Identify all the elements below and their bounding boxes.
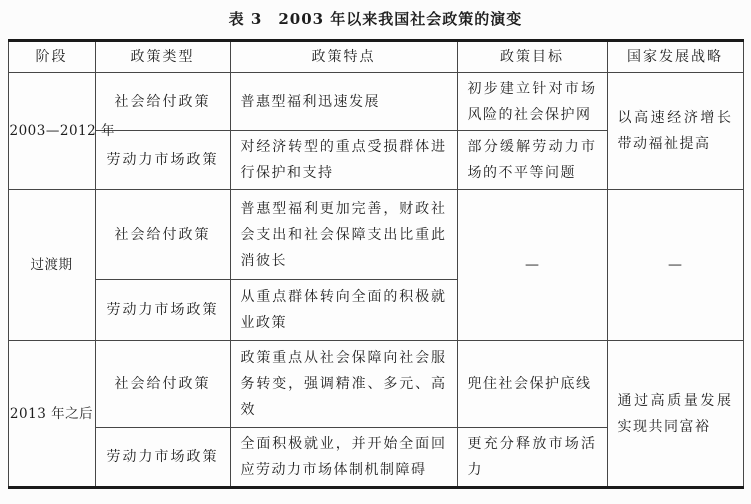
table-row — [8, 341, 743, 428]
stage-cell-2003-2012: 2003—2012 年 — [8, 73, 95, 190]
header-cell-type: 政策类型 — [95, 41, 230, 73]
header-cell-feature: 政策特点 — [230, 41, 457, 73]
goal-cell: 部分缓解劳动力市场的不平等问题 — [457, 131, 607, 190]
policy-type-cell: 劳动力市场政策 — [95, 131, 230, 190]
policy-type-cell: 劳动力市场政策 — [95, 280, 230, 341]
feature-cell: 普惠型福利迅速发展 — [230, 73, 457, 131]
goal-cell-merged: — — [457, 190, 607, 341]
header-row — [8, 41, 743, 73]
strategy-cell: 通过高质量发展实现共同富裕 — [607, 341, 743, 488]
header-cell-strategy: 国家发展战略 — [607, 41, 743, 73]
table-row — [8, 73, 743, 131]
header-cell-stage: 阶段 — [8, 41, 95, 73]
stage-cell-transition: 过渡期 — [8, 190, 95, 341]
goal-cell: 初步建立针对市场风险的社会保护网 — [457, 73, 607, 131]
strategy-cell: 以高速经济增长带动福祉提高 — [607, 73, 743, 190]
header-cell-goal: 政策目标 — [457, 41, 607, 73]
stage-cell-after-2013: 2013 年之后 — [8, 341, 95, 488]
table-row — [8, 190, 743, 280]
strategy-cell: — — [607, 190, 743, 341]
policy-type-cell: 社会给付政策 — [95, 190, 230, 280]
feature-cell: 对经济转型的重点受损群体进行保护和支持 — [230, 131, 457, 190]
goal-cell: 兜住社会保护底线 — [457, 341, 607, 428]
policy-type-cell: 社会给付政策 — [95, 73, 230, 131]
policy-type-cell: 社会给付政策 — [95, 341, 230, 428]
policy-type-cell: 劳动力市场政策 — [95, 428, 230, 488]
feature-cell: 普惠型福利更加完善，财政社会支出和社会保障支出比重此消彼长 — [230, 190, 457, 280]
feature-cell: 政策重点从社会保障向社会服务转变，强调精准、多元、高效 — [230, 341, 457, 428]
policy-evolution-table — [8, 39, 744, 489]
goal-cell: 更充分释放市场活力 — [457, 428, 607, 488]
table-title: 表 3 2003 年以来我国社会政策的演变 — [228, 10, 523, 28]
feature-cell: 全面积极就业，并开始全面回应劳动力市场体制机制障碍 — [230, 428, 457, 488]
feature-cell: 从重点群体转向全面的积极就业政策 — [230, 280, 457, 341]
